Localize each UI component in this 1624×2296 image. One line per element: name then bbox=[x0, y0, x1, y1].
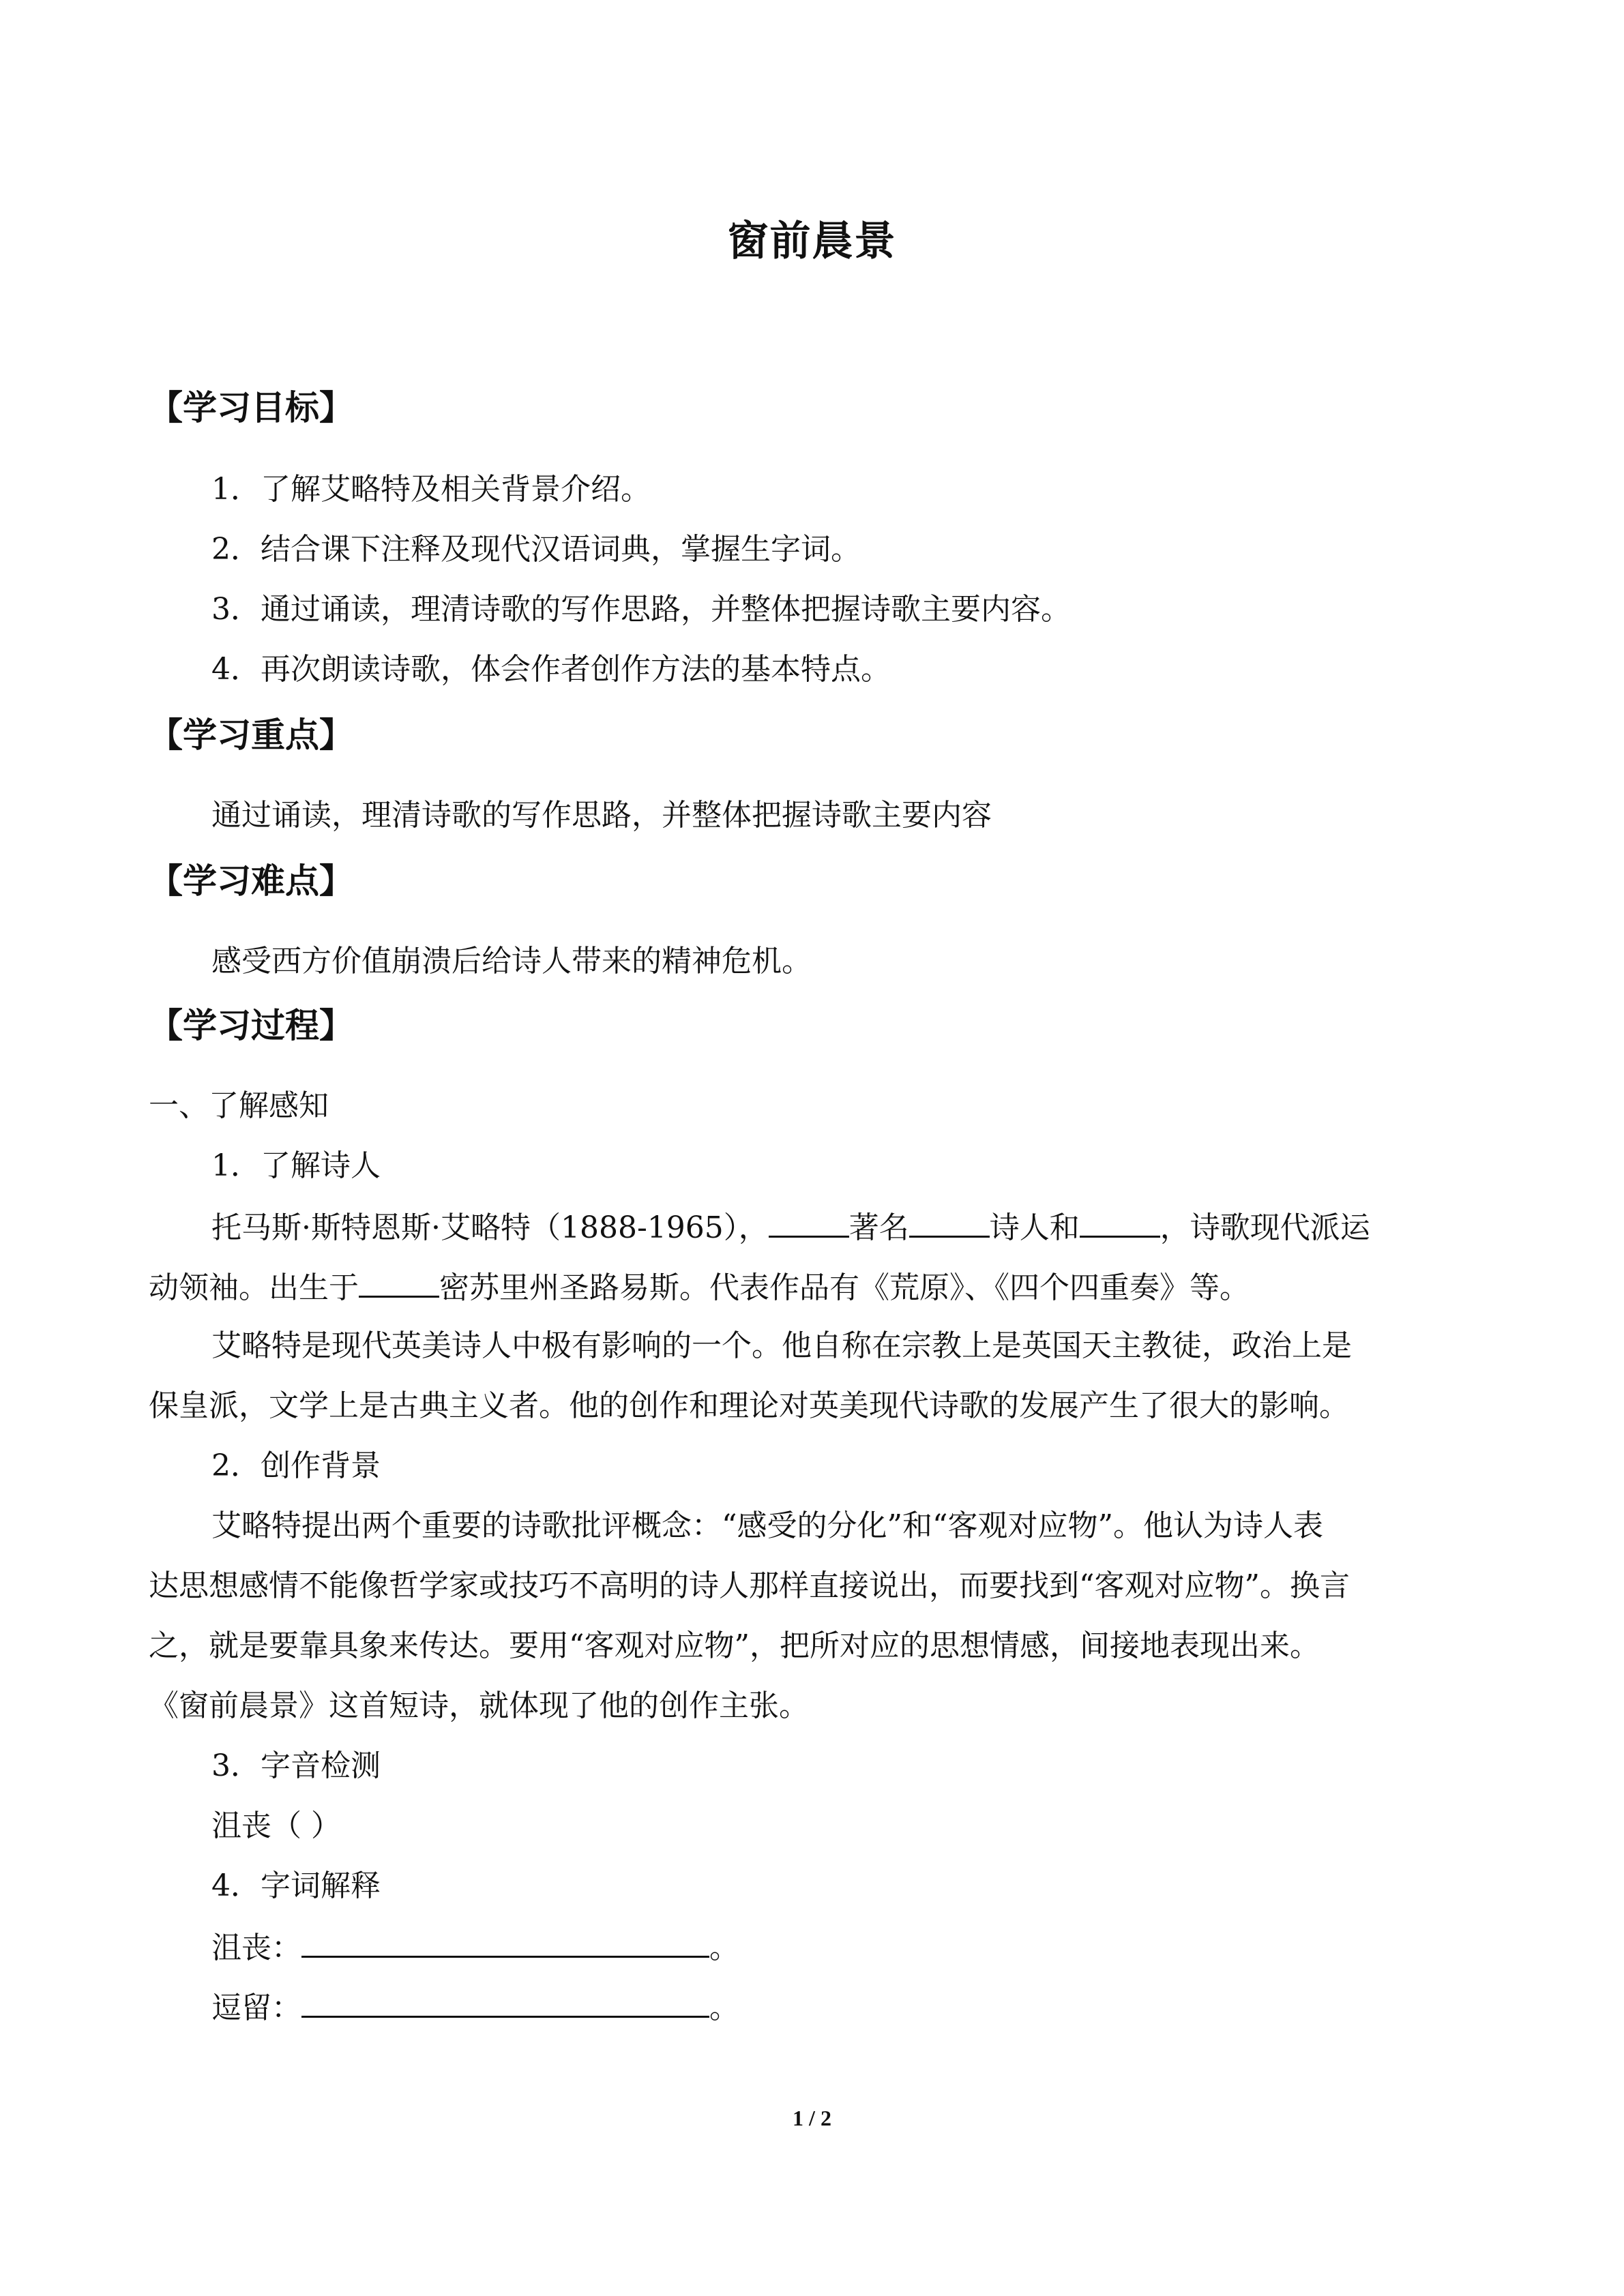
word-explain-1 bbox=[211, 1926, 739, 1969]
answer-blank-word-1[interactable] bbox=[301, 1926, 709, 1958]
goal-item-2: 2．结合课下注释及现代汉语词典，掌握生字词。 bbox=[211, 532, 861, 567]
difficulties-text: 感受西方价值崩溃后给诗人带来的精神危机。 bbox=[211, 944, 812, 979]
poet-intro-part-d: ，诗歌现代派运 bbox=[1160, 1210, 1370, 1245]
process-item-1: 1．了解诗人 bbox=[211, 1148, 381, 1183]
fill-blank-1[interactable] bbox=[769, 1206, 849, 1238]
process-item-2: 2．创作背景 bbox=[211, 1448, 381, 1483]
word-1-label: 沮丧： bbox=[211, 1930, 301, 1965]
poet-intro-line-2 bbox=[149, 1266, 1250, 1309]
background-line-2: 达思想感情不能像哲学家或技巧不高明的诗人那样直接说出，而要找到“客观对应物”。换言 bbox=[149, 1568, 1350, 1603]
key-points-text: 通过诵读，理清诗歌的写作思路，并整体把握诗歌主要内容 bbox=[211, 798, 992, 833]
heading-difficulties: 【学习难点】 bbox=[149, 861, 353, 901]
fill-blank-2[interactable] bbox=[909, 1206, 990, 1238]
process-item-4: 4．字词解释 bbox=[211, 1868, 381, 1903]
poet-intro-part-c: 诗人和 bbox=[989, 1210, 1080, 1245]
pronunciation-question[interactable]: 沮丧（ ） bbox=[211, 1808, 341, 1843]
heading-learning-process: 【学习过程】 bbox=[149, 1006, 353, 1045]
process-part-1: 一、了解感知 bbox=[149, 1088, 329, 1123]
process-item-3: 3．字音检测 bbox=[211, 1748, 381, 1783]
word-1-period: 。 bbox=[709, 1930, 739, 1965]
background-line-3: 之，就是要靠具象来传达。要用“客观对应物”，把所对应的思想情感，间接地表现出来。 bbox=[149, 1628, 1320, 1663]
heading-learning-goals: 【学习目标】 bbox=[149, 388, 353, 428]
poet-intro-part-a: 托马斯·斯特恩斯·艾略特（1888-1965）， bbox=[211, 1210, 769, 1245]
answer-blank-word-2[interactable] bbox=[301, 1986, 709, 2018]
poet-para-line-1: 艾略特是现代英美诗人中极有影响的一个。他自称在宗教上是英国天主教徒，政治上是 bbox=[211, 1328, 1352, 1363]
page-number: 1 / 2 bbox=[793, 2106, 831, 2130]
goal-item-4: 4．再次朗读诗歌，体会作者创作方法的基本特点。 bbox=[211, 652, 891, 687]
goal-item-1: 1．了解艾略特及相关背景介绍。 bbox=[211, 472, 651, 507]
fill-blank-4[interactable] bbox=[359, 1266, 439, 1298]
word-explain-2 bbox=[211, 1986, 739, 2029]
document-title: 窗前晨景 bbox=[727, 218, 897, 265]
fill-blank-3[interactable] bbox=[1080, 1206, 1160, 1238]
background-line-1: 艾略特提出两个重要的诗歌批评概念：“感受的分化”和“客观对应物”。他认为诗人表 bbox=[211, 1508, 1323, 1543]
poet-intro-part-e: 动领袖。出生于 bbox=[149, 1270, 359, 1305]
goal-item-3: 3．通过诵读，理清诗歌的写作思路，并整体把握诗歌主要内容。 bbox=[211, 592, 1071, 627]
word-2-period: 。 bbox=[709, 1991, 739, 2025]
poet-intro-part-b: 著名 bbox=[848, 1210, 909, 1245]
poet-intro-part-f: 密苏里州圣路易斯。代表作品有《荒原》、《四个四重奏》等。 bbox=[439, 1270, 1250, 1305]
poet-intro-line-1 bbox=[211, 1206, 1370, 1249]
background-line-4: 《窗前晨景》这首短诗，就体现了他的创作主张。 bbox=[149, 1688, 809, 1723]
heading-key-points: 【学习重点】 bbox=[149, 715, 353, 755]
poet-para-line-2: 保皇派，文学上是古典主义者。他的创作和理论对英美现代诗歌的发展产生了很大的影响。 bbox=[149, 1388, 1349, 1423]
word-2-label: 逗留： bbox=[211, 1991, 301, 2025]
